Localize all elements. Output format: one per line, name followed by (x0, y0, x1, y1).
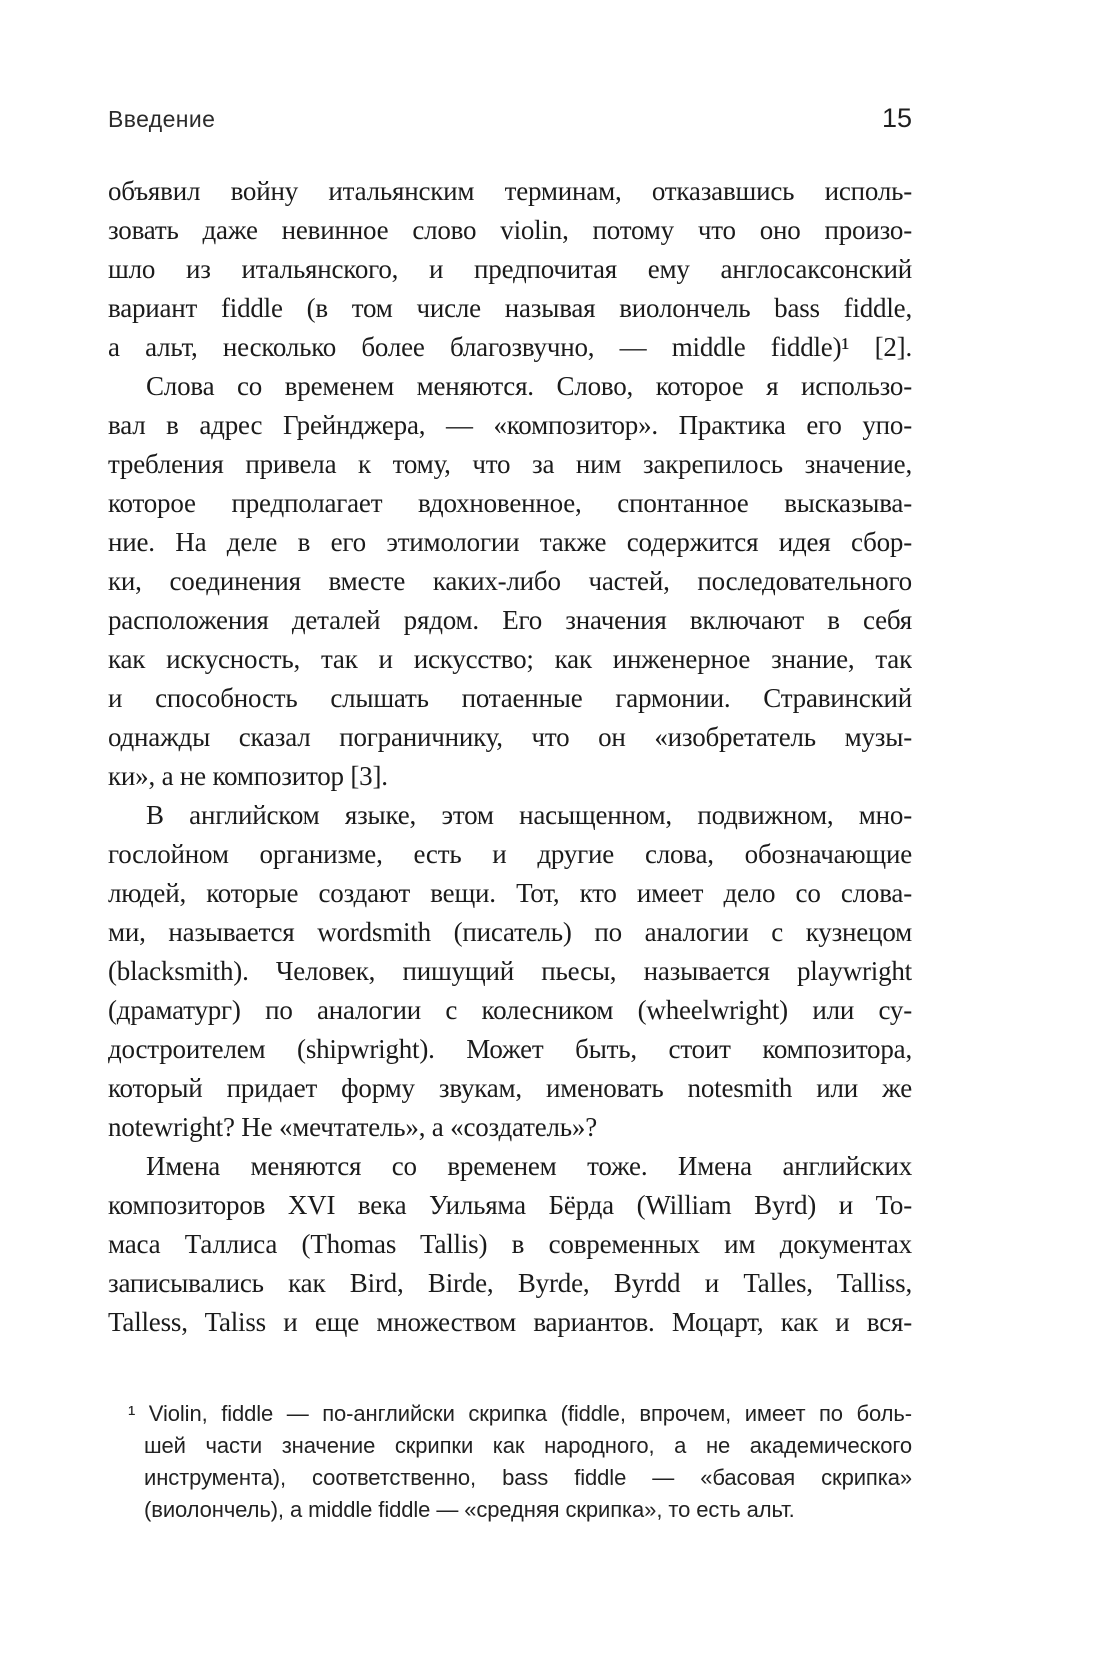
text-line: Имена меняются со временем тоже. Имена английских (146, 1151, 912, 1181)
text-line: вал в адрес Грейнджера, — «композитор». Практика его упо- (108, 410, 912, 440)
paragraph (108, 796, 912, 1147)
paragraph (108, 1147, 912, 1342)
text-line: и способность слышать потаенные гармонии. Стравинский (108, 683, 912, 713)
text-line: (blacksmith). Человек, пишущий пьесы, называется playwright (108, 956, 912, 986)
text-line: композиторов XVI века Уильяма Бёрда (William Byrd) и То- (108, 1190, 912, 1220)
text-line: а альт, несколько более благозвучно, — middle fiddle)¹ [2]. (108, 332, 912, 362)
footnote-line: шей части значение скрипки как народного, а не академического (144, 1433, 912, 1458)
text-line: шло из итальянского, и предпочитая ему англосаксонский (108, 254, 912, 284)
text-line: (драматург) по аналогии с колесником (wheelwright) или су- (108, 995, 912, 1025)
footnote-line: (виолончель), а middle fiddle — «средняя скрипка», то есть альт. (144, 1497, 795, 1522)
text-line: людей, которые создают вещи. Тот, кто имеет дело со слова- (108, 878, 912, 908)
text-line: В английском языке, этом насыщенном, подвижном, мно- (146, 800, 912, 830)
footnote-line: ¹ Violin, fiddle — по-английски скрипка (fiddle, впрочем, имеет по боль- (128, 1401, 912, 1426)
body-text (108, 172, 912, 1342)
running-head (108, 103, 912, 134)
footnote (128, 1398, 912, 1526)
text-line: Talless, Taliss и еще множеством вариантов. Моцарт, как и вся- (108, 1307, 912, 1337)
paragraph (108, 367, 912, 796)
text-line: который придает форму звукам, именовать notesmith или же (108, 1073, 912, 1103)
text-line: маса Таллиса (Thomas Tallis) в современных им документах (108, 1229, 912, 1259)
paragraph (108, 172, 912, 367)
text-line: вариант fiddle (в том числе называя виолончель bass fiddle, (108, 293, 912, 323)
text-line: ми, называется wordsmith (писатель) по аналогии с кузнецом (108, 917, 912, 947)
text-line: ки», а не композитор [3]. (108, 761, 388, 791)
text-line: Слова со временем меняются. Слово, которое я использо- (146, 371, 912, 401)
text-line: расположения деталей рядом. Его значения включают в себя (108, 605, 912, 635)
text-line: объявил войну итальянским терминам, отказавшись исполь- (108, 176, 912, 206)
text-line: которое предполагает вдохновенное, спонтанное высказыва- (108, 488, 912, 518)
text-line: однажды сказал пограничнику, что он «изобретатель музы- (108, 722, 912, 752)
text-line: гослойном организме, есть и другие слова, обозначающие (108, 839, 912, 869)
text-line: ки, соединения вместе каких-либо частей, последовательного (108, 566, 912, 596)
text-line: зовать даже невинное слово violin, потому что оно произо- (108, 215, 912, 245)
text-line: notewright? Не «мечтатель», а «создатель»? (108, 1112, 597, 1142)
page-number: 15 (881, 103, 912, 133)
running-head-section-title: Введение (108, 106, 216, 132)
text-line: записывались как Bird, Birde, Byrde, Byrdd и Talles, Talliss, (108, 1268, 912, 1298)
text-line: ние. На деле в его этимологии также содержится идея сбор- (108, 527, 912, 557)
text-line: достроителем (shipwright). Может быть, стоит композитора, (108, 1034, 912, 1064)
text-line: требления привела к тому, что за ним закрепилось значение, (108, 449, 912, 479)
text-line: как искусность, так и искусство; как инженерное знание, так (108, 644, 912, 674)
footnote-line: инструмента), соответственно, bass fiddle — «басовая скрипка» (144, 1465, 912, 1490)
